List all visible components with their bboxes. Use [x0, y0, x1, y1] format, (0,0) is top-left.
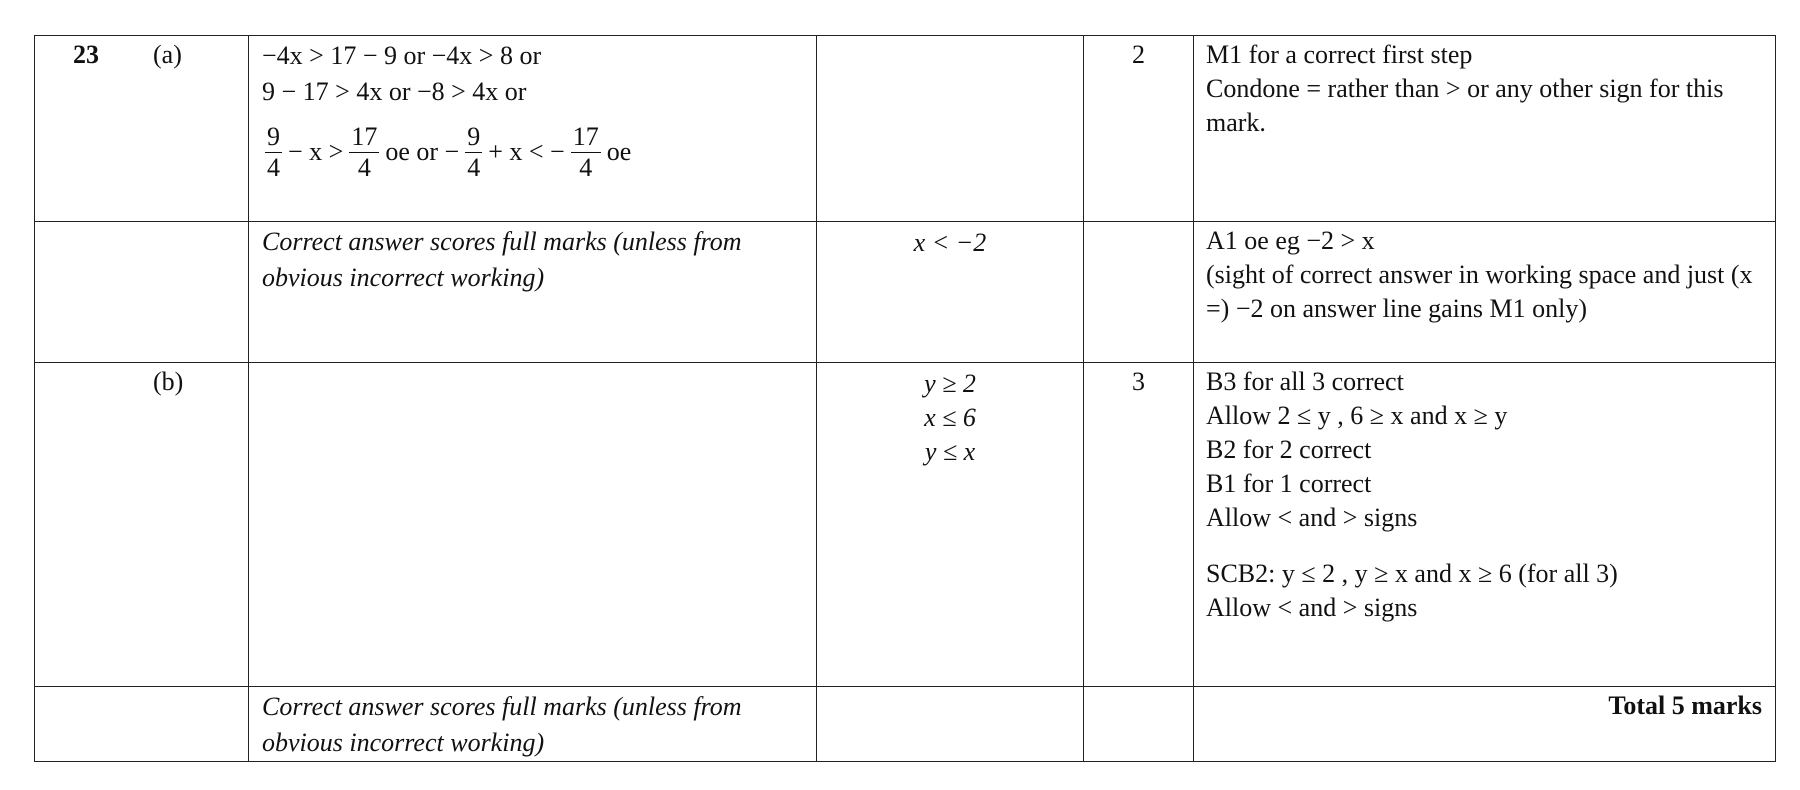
table-row-total [35, 687, 1776, 762]
fraction-2: $\frac{17}{4}$ [351, 121, 378, 182]
answer-cell [817, 687, 1084, 762]
part-b-label: (b) [153, 367, 184, 396]
table-row-a-answer [35, 222, 1776, 363]
mark-cell: 3 [1084, 363, 1194, 687]
fraction-3: $\frac{9}{4}$ [467, 121, 481, 182]
working-cell [249, 222, 817, 363]
answer-cell [817, 222, 1084, 363]
mark-cell [1084, 687, 1194, 762]
table-row-a-working [35, 36, 1776, 222]
answer-value: y ≤ x [924, 437, 976, 466]
answer-value: x < −2 [913, 228, 987, 257]
question-cell [35, 222, 249, 363]
working-line-3: $\frac{9}{4}$ − x > $\frac{17}{4}$ oe or − $\frac{9}{4}$ + x < − $\frac{17}{4}$ oe [267, 121, 632, 182]
answer-value: x ≤ 6 [924, 403, 976, 432]
working-line-1: −4x > 17 − 9 or −4x > 8 or [262, 41, 542, 70]
part-a-label: (a) [153, 40, 182, 69]
working-cell [249, 363, 817, 687]
notes-cell: A1 oe eg −2 > x (sight of correct answer in working space and just (x =) −2 on answer line gains M1 only) [1194, 222, 1776, 363]
table-row-b [35, 363, 1776, 687]
answer-value: y ≥ 2 [924, 369, 976, 398]
question-cell [35, 363, 249, 687]
question-number: 23 [73, 40, 99, 69]
question-cell [35, 36, 249, 222]
working-cell [249, 687, 817, 762]
mark-scheme-table [34, 35, 1776, 762]
total-marks: Total 5 marks [1194, 687, 1776, 762]
answer-cell [817, 363, 1084, 687]
fraction-1: $\frac{9}{4}$ [267, 121, 280, 182]
full-marks-note: Correct answer scores full marks (unless from obvious incorrect working) [262, 227, 742, 292]
mark-cell [1084, 222, 1194, 363]
notes-cell: M1 for a correct first step Condone = rather than > or any other sign for this mark. [1194, 36, 1776, 222]
working-cell [249, 36, 817, 222]
fraction-4: $\frac{17}{4}$ [572, 121, 599, 182]
notes-cell: B3 for all 3 correct Allow 2 ≤ y , 6 ≥ x and x ≥ y B2 for 2 correct B1 for 1 correct Allow < and > signs SCB2: y ≤ 2 , y ≥ x and x ≥ 6 (for all 3) Allow < and > signs [1194, 363, 1776, 687]
mark-cell: 2 [1084, 36, 1194, 222]
answer-cell [817, 36, 1084, 222]
working-line-2: 9 − 17 > 4x or −8 > 4x or [262, 77, 527, 106]
full-marks-note: Correct answer scores full marks (unless from obvious incorrect working) [262, 692, 742, 757]
question-cell [35, 687, 249, 762]
